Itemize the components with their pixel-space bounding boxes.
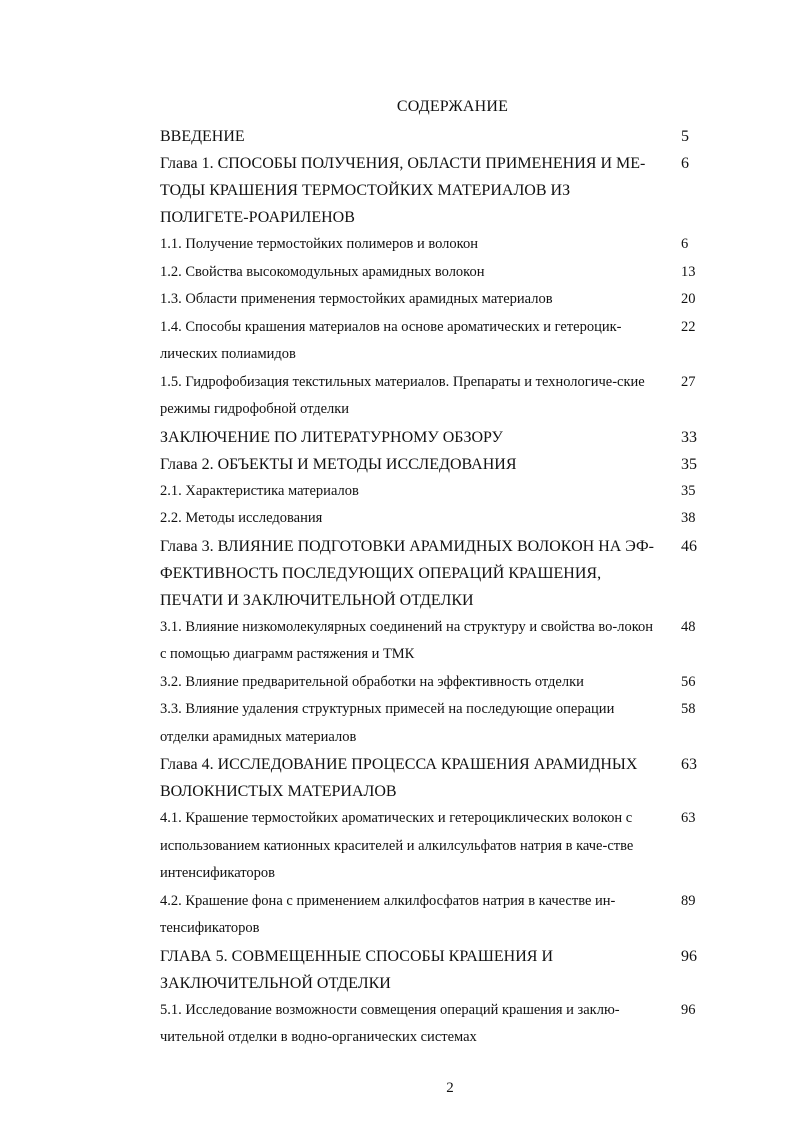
toc-entry[interactable] (160, 424, 700, 451)
toc-entry[interactable] (160, 478, 700, 506)
toc-entry[interactable] (160, 696, 700, 751)
toc-entry-text: 4.2. Крашение фона с применением алкилфосфатов натрия в качестве ин-тенсификаторов (160, 892, 616, 936)
toc-entry[interactable] (160, 314, 700, 369)
toc-entry[interactable] (160, 259, 700, 287)
toc-entry-text: ВВЕДЕНИЕ (160, 128, 245, 145)
toc-entry-page: 6 (681, 236, 689, 252)
table-of-contents (160, 123, 700, 1052)
toc-entry[interactable] (160, 286, 700, 314)
toc-entry[interactable] (160, 451, 700, 478)
toc-entry[interactable] (160, 751, 700, 805)
toc-entry-page: 13 (681, 263, 696, 280)
toc-entry[interactable] (160, 669, 700, 697)
toc-entry[interactable] (160, 805, 700, 888)
toc-entry[interactable] (160, 943, 700, 997)
toc-entry-page: 20 (681, 291, 696, 307)
toc-entry[interactable] (160, 150, 700, 231)
toc-entry-page: 48 (681, 618, 696, 635)
toc-entry[interactable] (160, 888, 700, 943)
toc-entry-text: 3.1. Влияние низкомолекулярных соединений на структуру и свойства во-локон с помощью диаграмм растяжения и ТМК (160, 618, 654, 662)
toc-entry-page: 22 (681, 318, 696, 335)
toc-entry-page: 38 (681, 510, 696, 526)
toc-entry-text: 1.5. Гидрофобизация текстильных материалов. Препараты и технологиче-ские режимы гидрофобной отделки (160, 373, 645, 417)
toc-entry-text: ЗАКЛЮЧЕНИЕ ПО ЛИТЕРАТУРНОМУ ОБЗОРУ (160, 428, 503, 446)
toc-entry[interactable] (160, 123, 700, 150)
toc-entry-page: 27 (681, 373, 696, 390)
toc-entry-text: 1.4. Способы крашения материалов на основе ароматических и гетероцик-лических полиамидов (160, 318, 622, 362)
toc-entry-page: 35 (681, 455, 697, 473)
toc-entry-text: Глава 1. СПОСОБЫ ПОЛУЧЕНИЯ, ОБЛАСТИ ПРИМЕНЕНИЯ И МЕ-ТОДЫ КРАШЕНИЯ ТЕРМОСТОЙКИХ МАТЕРИАЛОВ ИЗ ПОЛИГЕТЕ-РОАРИЛЕНОВ (160, 155, 646, 226)
toc-entry-text: ГЛАВА 5. СОВМЕЩЕННЫЕ СПОСОБЫ КРАШЕНИЯ И ЗАКЛЮЧИТЕЛЬНОЙ ОТДЕЛКИ (160, 947, 553, 992)
toc-entry-page: 89 (681, 892, 696, 909)
toc-entry-page: 33 (681, 428, 697, 446)
toc-entry-page: 46 (681, 537, 697, 555)
toc-entry[interactable] (160, 533, 700, 614)
toc-entry[interactable] (160, 997, 700, 1052)
page-number: 2 (446, 1080, 454, 1096)
toc-entry-page: 63 (681, 756, 697, 773)
toc-entry-text: 1.3. Области применения термостойких арамидных материалов (160, 291, 553, 307)
toc-entry-text: 4.1. Крашение термостойких ароматических и гетероциклических волокон с использованием катионных красителей и алкилсульфатов натрия в каче-стве интенсификаторов (160, 810, 634, 881)
toc-entry-page: 63 (681, 810, 696, 826)
toc-entry-text: 1.2. Свойства высокомодульных арамидных волокон (160, 263, 485, 280)
toc-entry-page: 56 (681, 673, 696, 690)
toc-entry-page: 6 (681, 155, 689, 172)
toc-entry-page: 35 (681, 482, 696, 499)
toc-entry-text: 1.1. Получение термостойких полимеров и волокон (160, 236, 478, 252)
toc-entry[interactable] (160, 614, 700, 669)
toc-entry-text: 3.2. Влияние предварительной обработки на эффективность отделки (160, 673, 584, 690)
toc-entry-text: 2.1. Характеристика материалов (160, 482, 359, 499)
toc-entry-page: 96 (681, 1001, 696, 1018)
page-title: СОДЕРЖАНИЕ (396, 98, 509, 115)
toc-entry-text: Глава 4. ИССЛЕДОВАНИЕ ПРОЦЕССА КРАШЕНИЯ АРАМИДНЫХ ВОЛОКНИСТЫХ МАТЕРИАЛОВ (160, 756, 638, 800)
toc-entry-text: 3.3. Влияние удаления структурных примесей на последующие операции отделки арамидных материалов (160, 701, 615, 745)
toc-entry-text: Глава 3. ВЛИЯНИЕ ПОДГОТОВКИ АРАМИДНЫХ ВОЛОКОН НА ЭФ-ФЕКТИВНОСТЬ ПОСЛЕДУЮЩИХ ОПЕРАЦИЙ КРАШЕНИЯ, ПЕЧАТИ И ЗАКЛЮЧИТЕЛЬНОЙ ОТДЕЛКИ (160, 537, 654, 609)
toc-entry-page: 96 (681, 947, 697, 965)
toc-entry[interactable] (160, 505, 700, 533)
toc-entry-text: 2.2. Методы исследования (160, 510, 323, 526)
toc-entry-page: 5 (681, 128, 689, 145)
toc-entry-text: Глава 2. ОБЪЕКТЫ И МЕТОДЫ ИССЛЕДОВАНИЯ (160, 455, 517, 473)
toc-entry[interactable] (160, 369, 700, 424)
toc-entry-text: 5.1. Исследование возможности совмещения операций крашения и заклю-чительной отделки в водно-органических системах (160, 1001, 620, 1045)
toc-entry[interactable] (160, 231, 700, 259)
toc-entry-page: 58 (681, 701, 696, 717)
